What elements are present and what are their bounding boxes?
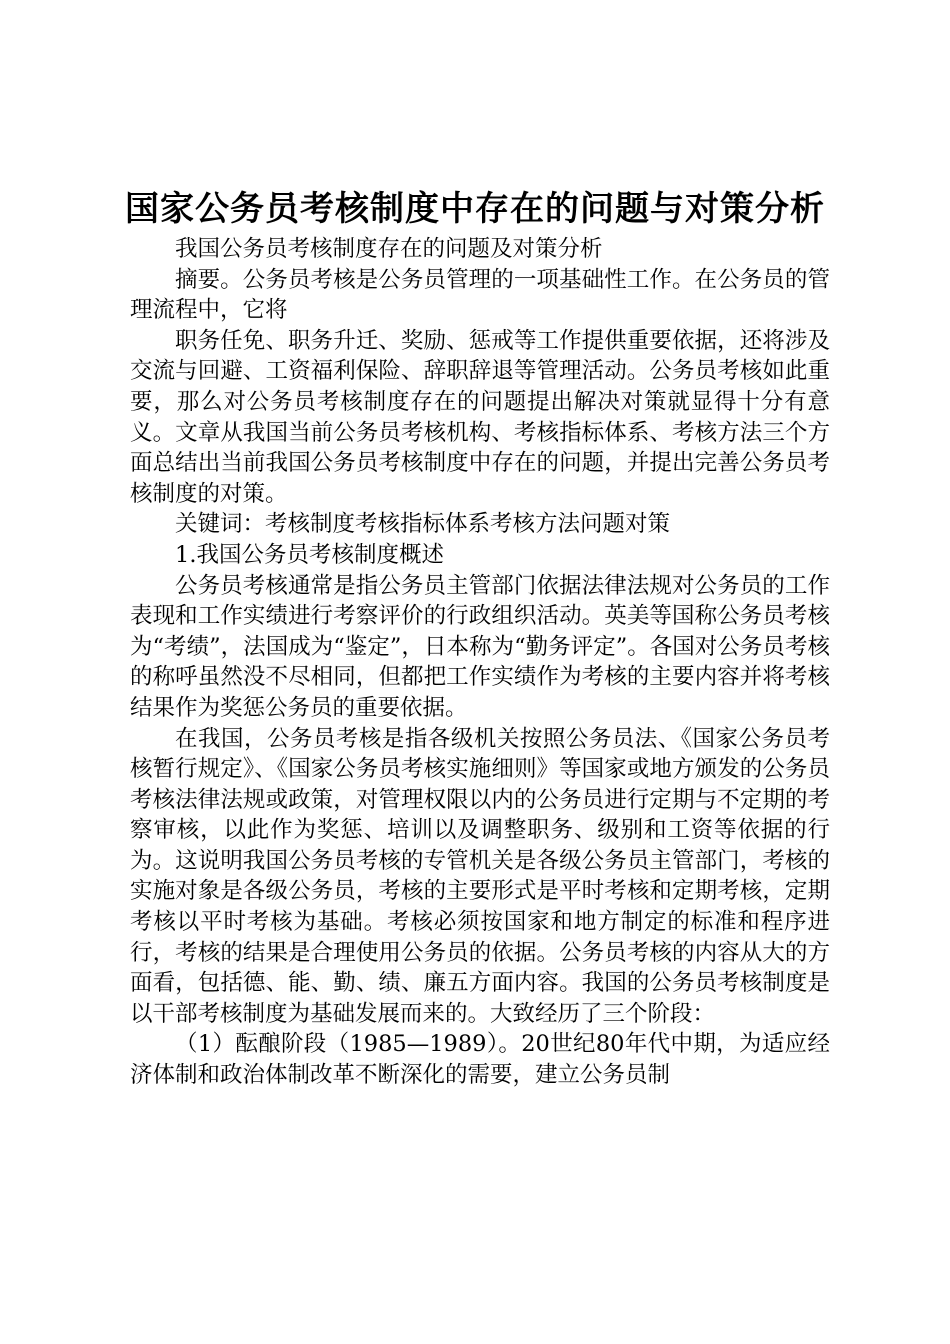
paragraph-subtitle: 我国公务员考核制度存在的问题及对策分析 — [175, 236, 603, 262]
paragraph-stage-one: （1）酝酿阶段（1985—1989）。20世纪80年代中期，为适应经济体制和政治体制改革不断深化的需要，建立公务员制 — [130, 1031, 830, 1089]
paragraph-keywords: 关键词：考核制度考核指标体系考核方法问题对策 — [175, 511, 671, 538]
paragraph-abstract-intro: 摘要。公务员考核是公务员管理的一项基础性工作。在公务员的管理流程中，它将 — [130, 266, 830, 324]
paragraph-abstract-body: 职务任免、职务升迁、奖励、惩戒等工作提供重要依据，还将涉及交流与回避、工资福利保险、辞职辞退等管理活动。公务员考核如此重要，那么对公务员考核制度存在的问题提出解决对策就显得十分有意义。文章从我国当前公务员考核机构、考核指标体系、考核方法三个方面总结出当前我国公务员考核制度中存在的问题，并提出完善公务员考核制度的对策。 — [130, 327, 830, 507]
document-body — [130, 234, 830, 1091]
section-heading-overview: 1.我国公务员考核制度概述 — [175, 541, 444, 568]
paragraph-china-context: 在我国，公务员考核是指各级机关按照公务员法、《国家公务员考核暂行规定》、《国家公务员考核实施细则》等国家或地方颁发的公务员考核法律法规或政策，对管理权限以内的公务员进行定期与不定期的考察审核，以此作为奖惩、培训以及调整职务、级别和工资等依据的行为。这说明我国公务员考核的专管机关是各级公务员主管部门，考核的实施对象是各级公务员，考核的主要形式是平时考核和定期考核，定期考核以平时考核为基础。考核必须按国家和地方制定的标准和程序进行，考核的结果是合理使用公务员的依据。公务员考核的内容从大的方面看，包括德、能、勤、绩、廉五方面内容。我国的公务员考核制度是以干部考核制度为基础发展而来的。大致经历了三个阶段： — [130, 725, 830, 1027]
document-title: 国家公务员考核制度中存在的问题与对策分析 — [125, 189, 825, 229]
paragraph-definition: 公务员考核通常是指公务员主管部门依据法律法规对公务员的工作表现和工作实绩进行考察评价的行政组织活动。英美等国称公务员考核为“考绩”，法国成为“鉴定”，日本称为“勤务评定”。各国对公务员考核的称呼虽然没不尽相同，但都把工作实绩作为考核的主要内容并将考核结果作为奖惩公务员的重要依据。 — [130, 572, 830, 721]
